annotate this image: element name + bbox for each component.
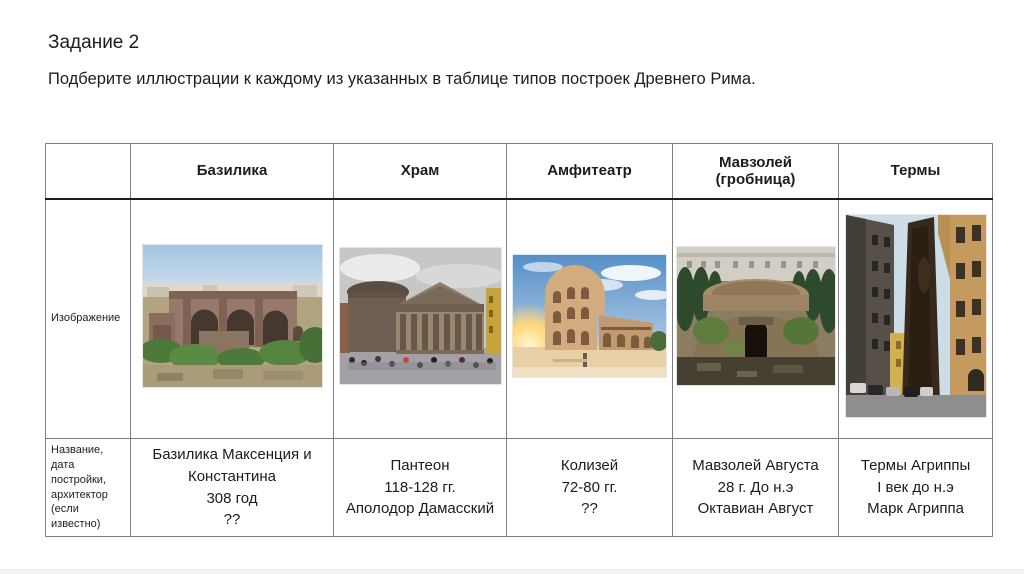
info-line: Пантеон (390, 456, 450, 474)
mausoleum-of-augustus-photo (677, 247, 835, 385)
pantheon-photo (340, 248, 501, 384)
info-line: Базилика Максенция и Константина (152, 446, 312, 485)
info-line: 72-80 гг. (561, 478, 618, 496)
colosseum-photo (513, 255, 666, 377)
info-line: ?? (223, 511, 241, 529)
column-header-amphitheater: Амфитеатр (507, 144, 673, 199)
info-line: 28 г. До н.э (717, 478, 794, 496)
info-line: 308 год (206, 489, 258, 507)
buildings-table (45, 143, 993, 537)
temple-cell (334, 199, 507, 439)
info-cell-thermae (839, 439, 993, 537)
basilica-of-maxentius-photo (143, 245, 322, 387)
info-line: Мавзолей Августа (692, 456, 819, 474)
info-line: Марк Агриппа (867, 500, 964, 518)
mausoleum-cell (673, 199, 839, 439)
info-line: 118-128 гг. (384, 478, 456, 496)
info-cell-amphitheater (507, 439, 673, 537)
table-header-row (46, 144, 993, 199)
column-header-basilica: Базилика (131, 144, 334, 199)
thermae-cell (839, 199, 993, 439)
column-header-mausoleum: Мавзолей (гробница) (673, 144, 839, 199)
amphitheater-cell (507, 199, 673, 439)
slide-subtitle: Подберите иллюстрации к каждому из указанных в таблице типов построек Древнего Рима. (48, 70, 756, 88)
slide-title: Задание 2 (48, 32, 140, 53)
info-line: Термы Агриппы (860, 456, 971, 474)
info-cell-basilica (131, 439, 334, 537)
info-line: I век до н.э (877, 478, 954, 496)
basilica-cell (131, 199, 334, 439)
info-line: Колизей (560, 456, 619, 474)
baths-of-agrippa-photo (846, 215, 986, 417)
corner-cell (46, 144, 131, 199)
row-label-image: Изображение (46, 199, 131, 439)
info-cell-mausoleum (673, 439, 839, 537)
info-cell-temple (334, 439, 507, 537)
slide-bottom-edge (0, 569, 1024, 574)
info-row (46, 439, 993, 537)
image-row (46, 199, 993, 439)
row-label-info: Название, дата постройки, архитектор (если известно) (46, 439, 131, 537)
column-header-thermae: Термы (839, 144, 993, 199)
info-line: Аполодор Дамасский (345, 500, 495, 518)
info-line: Октавиан Август (697, 500, 814, 518)
column-header-temple: Храм (334, 144, 507, 199)
info-line: ?? (581, 500, 598, 518)
